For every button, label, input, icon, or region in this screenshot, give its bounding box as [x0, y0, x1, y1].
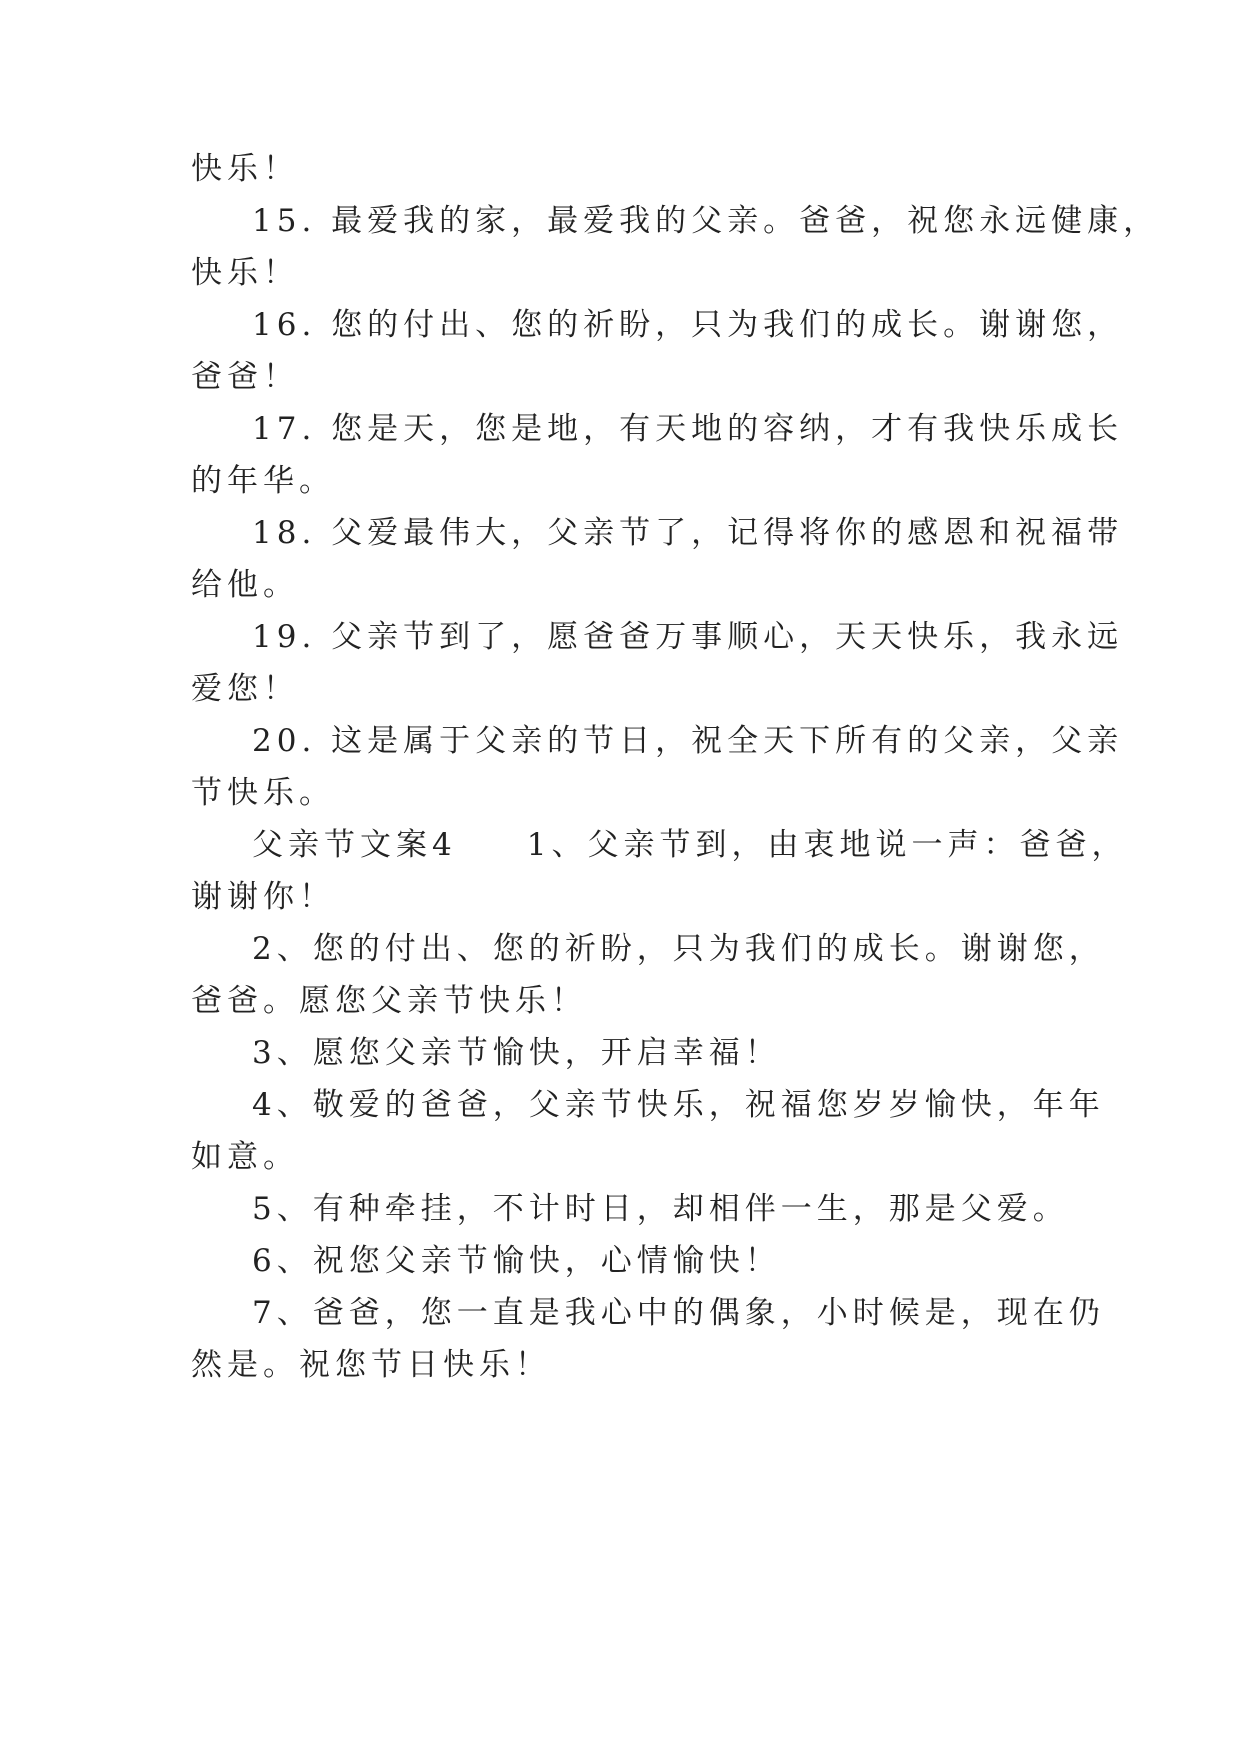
- text-line: 爸爸！: [191, 359, 299, 395]
- text-line: 5、有种牵挂，不计时日，却相伴一生，那是父爱。: [252, 1191, 1069, 1227]
- text-line: 18. 父爱最伟大，父亲节了，记得将你的感恩和祝福带: [252, 515, 1124, 551]
- text-line: 如意。: [191, 1139, 299, 1175]
- text-line: 15. 最爱我的家，最爱我的父亲。爸爸，祝您永远健康，: [252, 203, 1160, 239]
- text-line: 爸爸。愿您父亲节快乐！: [191, 983, 587, 1019]
- text-line: 16. 您的付出、您的祈盼，只为我们的成长。谢谢您，: [252, 307, 1124, 343]
- text-line: 4、敬爱的爸爸，父亲节快乐，祝福您岁岁愉快，年年: [252, 1087, 1105, 1123]
- text-line: 19. 父亲节到了，愿爸爸万事顺心，天天快乐，我永远: [252, 619, 1124, 655]
- text-line: 节快乐。: [191, 775, 335, 811]
- text-line: 2、您的付出、您的祈盼，只为我们的成长。谢谢您，: [252, 931, 1105, 967]
- text-line: 20. 这是属于父亲的节日，祝全天下所有的父亲，父亲: [252, 723, 1124, 759]
- text-line: 7、爸爸，您一直是我心中的偶象，小时候是，现在仍: [252, 1295, 1105, 1331]
- section-heading: 父亲节文案4: [252, 827, 457, 863]
- text-line: 快乐！: [191, 151, 299, 187]
- text-line: 爱您！: [191, 671, 299, 707]
- text-line: 6、祝您父亲节愉快，心情愉快！: [252, 1243, 781, 1279]
- text-line: 谢谢你！: [191, 879, 335, 915]
- text-line: 1、父亲节到，由衷地说一声：爸爸，: [526, 827, 1128, 863]
- text-line: 17. 您是天，您是地，有天地的容纳，才有我快乐成长: [252, 411, 1124, 447]
- section-heading-line: [252, 823, 1132, 867]
- text-line: 的年华。: [191, 463, 335, 499]
- text-line: 3、愿您父亲节愉快，开启幸福！: [252, 1035, 781, 1071]
- text-line: 快乐！: [191, 255, 299, 291]
- text-line: 然是。祝您节日快乐！: [191, 1347, 551, 1383]
- text-line: 给他。: [191, 567, 299, 603]
